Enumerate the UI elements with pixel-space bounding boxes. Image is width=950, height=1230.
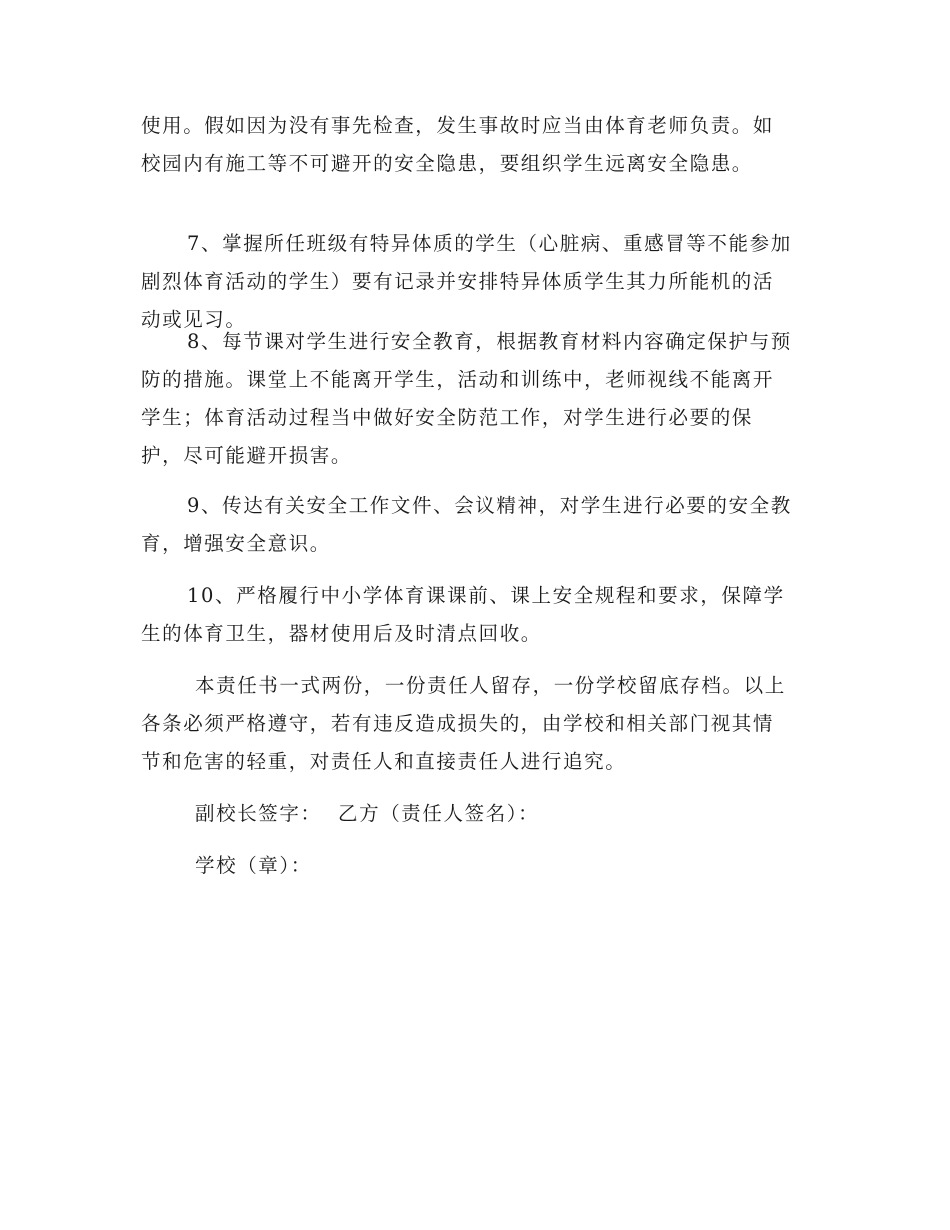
- paragraph-line: 学生；体育活动过程当中做好安全防范工作，对学生进行必要的保: [141, 406, 753, 429]
- paragraph-line: 动或见习。: [141, 308, 247, 331]
- party-b-signature-label: 乙方（责任人签名）：: [338, 802, 540, 825]
- paragraph-line: 7、掌握所任班级有特异体质的学生（心脏病、重感冒等不能参加: [187, 232, 792, 255]
- paragraph-line: 9、传达有关安全工作文件、会议精神，对学生进行必要的安全教: [187, 494, 792, 517]
- paragraph-line: 8、每节课对学生进行安全教育，根据教育材料内容确定保护与预: [187, 330, 792, 353]
- paragraph-line: 10、严格履行中小学体育课课前、课上安全规程和要求，保障学: [187, 584, 785, 607]
- paragraph-line: 剧烈体育活动的学生）要有记录并安排特异体质学生其力所能机的活: [141, 270, 775, 293]
- paragraph-line: 校园内有施工等不可避开的安全隐患，要组织学生远离安全隐患。: [141, 152, 753, 175]
- paragraph-line: 生的体育卫生，器材使用后及时清点回收。: [141, 622, 542, 645]
- paragraph-line: 护，尽可能避开损害。: [141, 444, 353, 467]
- paragraph-line: 本责任书一式两份，一份责任人留存，一份学校留底存档。以上: [195, 674, 786, 697]
- paragraph-line: 育，增强安全意识。: [141, 532, 331, 555]
- paragraph-line: 节和危害的轻重，对责任人和直接责任人进行追究。: [141, 750, 627, 773]
- paragraph-line: 防的措施。课堂上不能离开学生，活动和训练中，老师视线不能离开: [141, 368, 775, 391]
- school-seal-label: 学校（章）：: [195, 854, 312, 877]
- paragraph-line: 使用。假如因为没有事先检查，发生事故时应当由体育老师负责。如: [141, 114, 775, 137]
- vice-principal-signature-label: 副校长签字：: [195, 802, 322, 825]
- paragraph-line: 各条必须严格遵守，若有违反造成损失的，由学校和相关部门视其情: [141, 712, 775, 735]
